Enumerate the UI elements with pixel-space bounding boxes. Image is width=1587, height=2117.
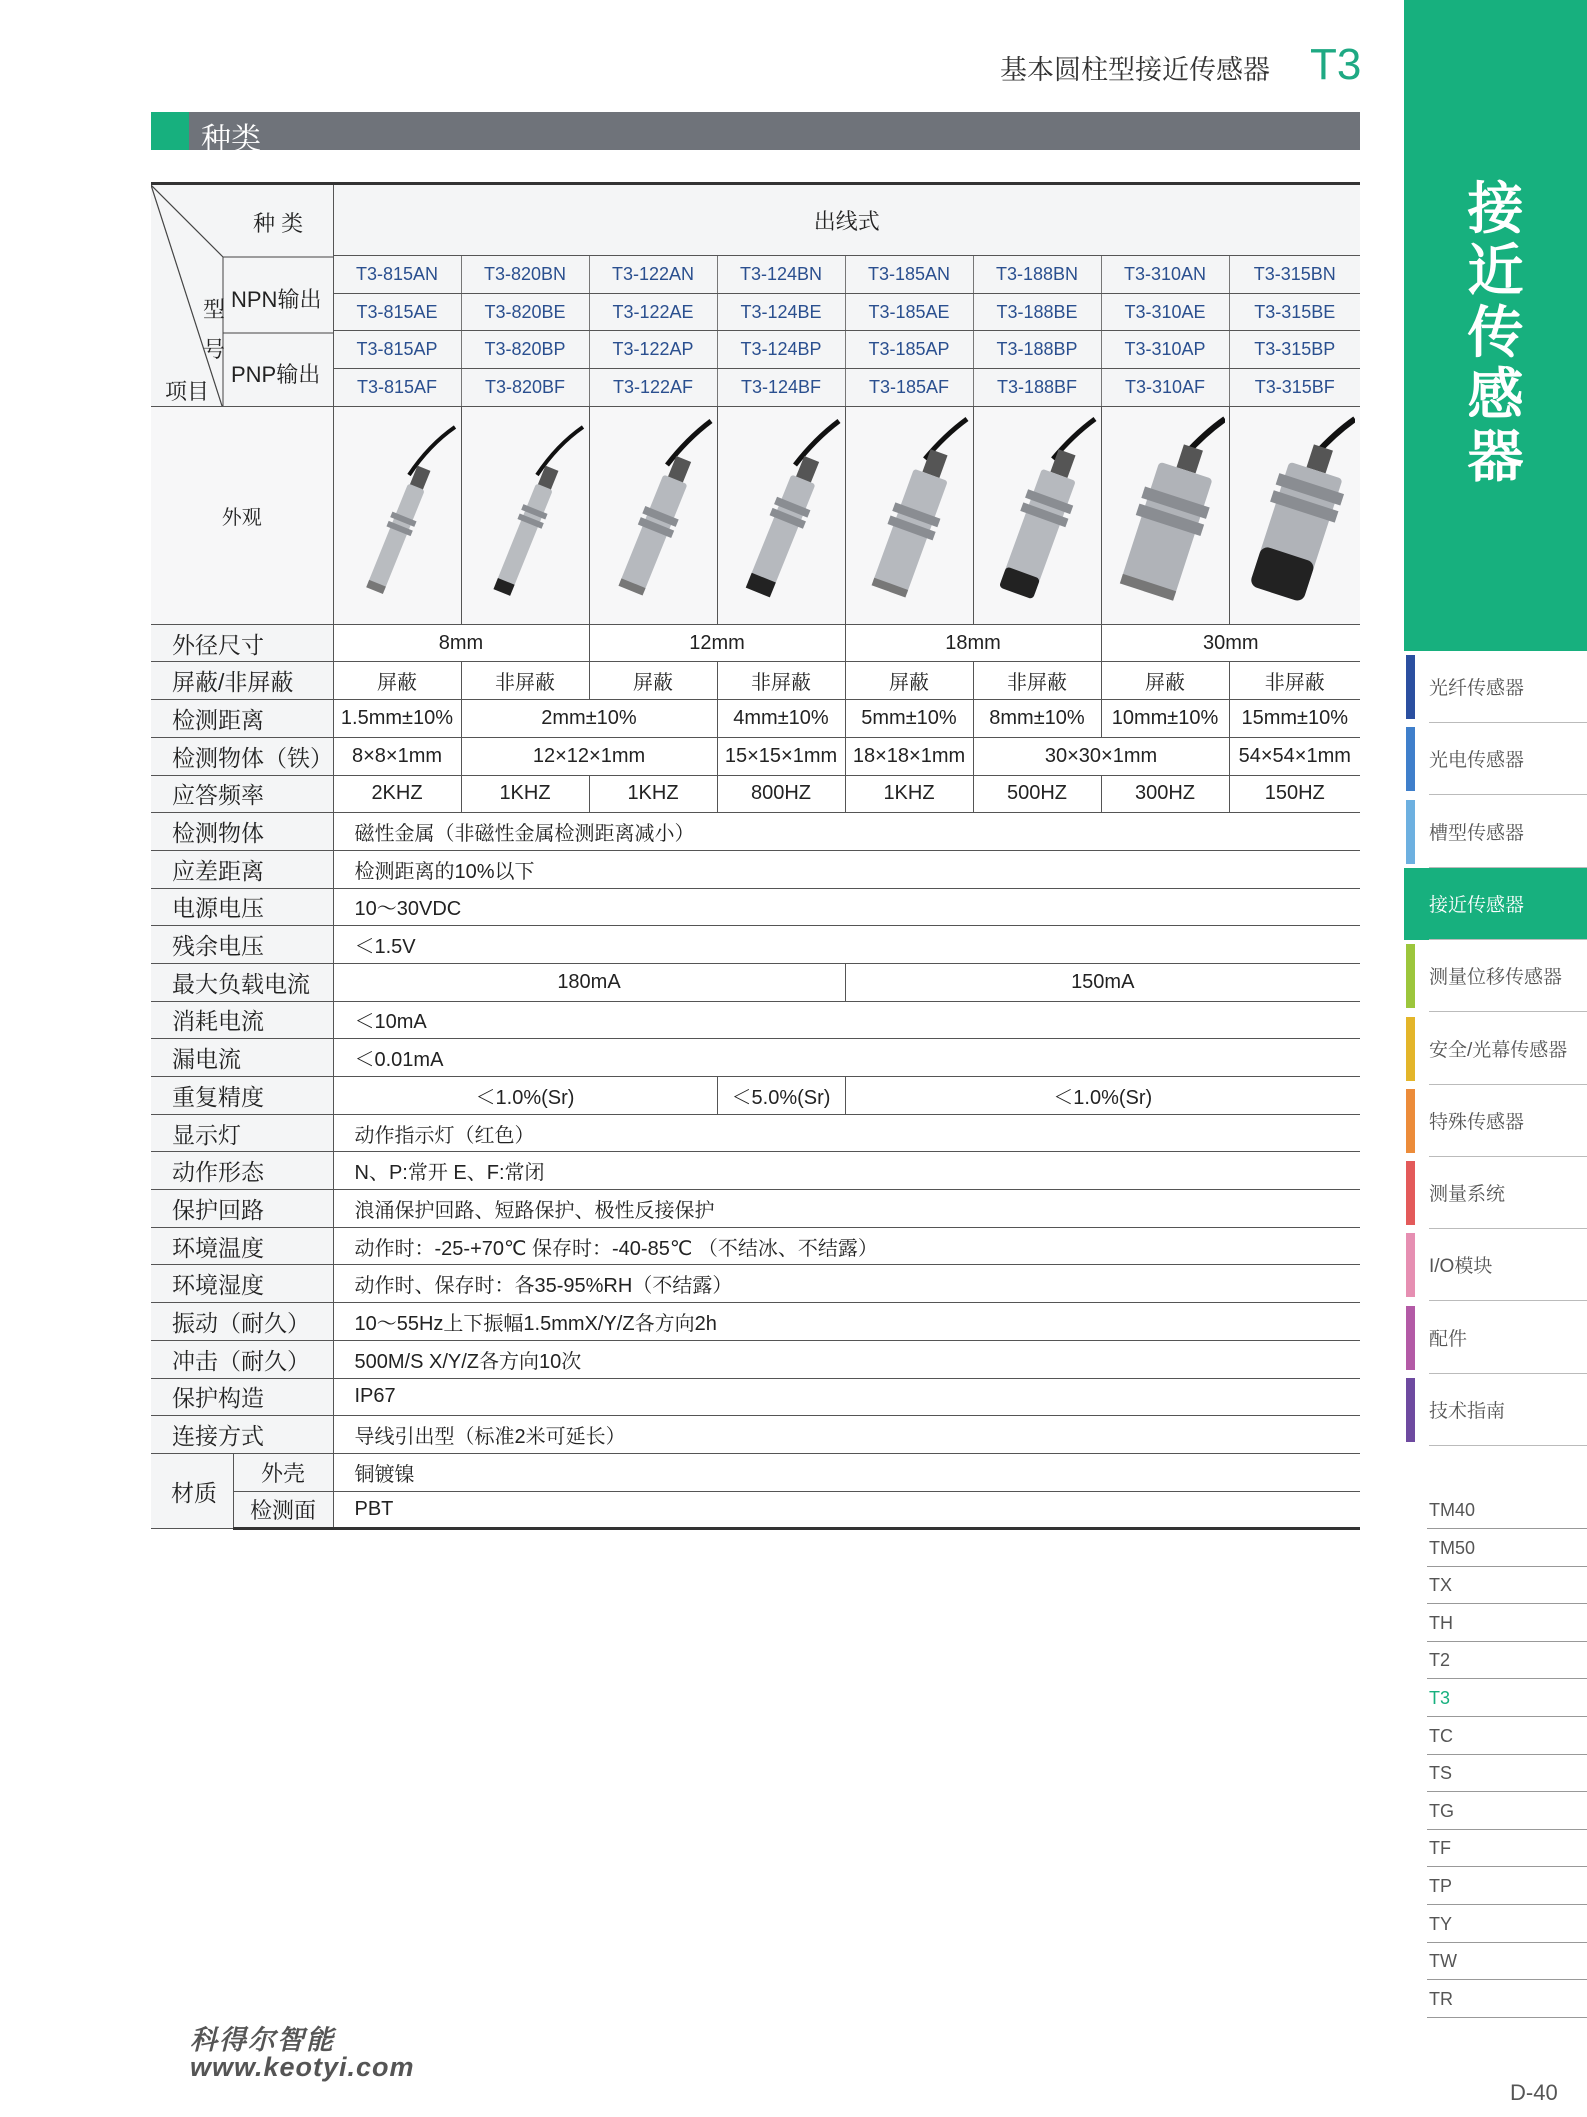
sidebar-category-label: 安全/光幕传感器 xyxy=(1429,1039,1568,1061)
spec-value: 屏蔽 xyxy=(589,662,717,700)
sensor-photo-30mm-icon xyxy=(1105,415,1225,615)
spec-value: 180mA xyxy=(333,963,845,1001)
spec-value: 动作时：-25-+70℃ 保存时：-40-85℃ （不结冰、不结露） xyxy=(333,1227,1360,1265)
spec-value: 12mm xyxy=(589,624,845,662)
sensor-photo-cell xyxy=(1229,406,1360,624)
sidebar-model-label: TY xyxy=(1429,1913,1453,1934)
spec-value: 1.5mm±10% xyxy=(333,700,461,738)
category-color-bar xyxy=(1406,800,1415,864)
sidebar-model-label: TX xyxy=(1429,1575,1453,1596)
row-residual xyxy=(151,926,1360,964)
sidebar-category-label: 测量位移传感器 xyxy=(1429,967,1563,989)
sidebar-model-item[interactable] xyxy=(1427,1718,1587,1755)
sidebar-category-label: 技术指南 xyxy=(1429,1401,1506,1422)
sidebar-model-label: TR xyxy=(1429,1988,1453,2009)
sidebar-model-item[interactable] xyxy=(1427,1943,1587,1980)
row-label: 振动（耐久） xyxy=(151,1303,333,1341)
appearance-label: 外观 xyxy=(151,406,333,624)
row-label: 显示灯 xyxy=(151,1114,333,1152)
sidebar-category-item[interactable] xyxy=(1404,1013,1587,1085)
spec-value: 导线引出型（标准2米可延长） xyxy=(333,1416,1360,1454)
spec-value: 150HZ xyxy=(1229,775,1360,813)
sidebar-category-label: I/O模块 xyxy=(1429,1256,1493,1278)
model-cell: T3-310AF xyxy=(1101,369,1229,407)
sidebar-category-label: 光电传感器 xyxy=(1429,750,1525,772)
row-label: 电源电压 xyxy=(151,888,333,926)
sidebar-category-item[interactable] xyxy=(1404,868,1587,940)
row-shield xyxy=(151,662,1360,700)
spec-value: 屏蔽 xyxy=(845,662,973,700)
row-freq xyxy=(151,775,1360,813)
spec-value: ＜10mA xyxy=(333,1001,1360,1039)
spec-value: 8mm±10% xyxy=(973,700,1101,738)
sidebar-model-item[interactable] xyxy=(1427,1680,1587,1717)
row-label: 应差距离 xyxy=(151,850,333,888)
model-cell: T3-124BE xyxy=(717,293,845,331)
sensor-photo-cell xyxy=(717,406,845,624)
sidebar-model-label: TM50 xyxy=(1429,1537,1476,1558)
model-cell: T3-124BP xyxy=(717,331,845,369)
spec-value: 1KHZ xyxy=(845,775,973,813)
sensor-photo-18mm-icon xyxy=(849,415,969,615)
corner-kind: 种 类 xyxy=(253,211,304,236)
spec-value: 18mm xyxy=(845,624,1101,662)
page-header-title: 基本圆柱型接近传感器 xyxy=(1000,55,1270,85)
row-target xyxy=(151,737,1360,775)
spec-value: 10～30VDC xyxy=(333,888,1360,926)
row-connect xyxy=(151,1416,1360,1454)
category-color-bar xyxy=(1406,1378,1415,1442)
sidebar-model-item[interactable] xyxy=(1427,1530,1587,1567)
spec-value: 12×12×1mm xyxy=(461,737,717,775)
model-cell: T3-820BE xyxy=(461,293,589,331)
spec-value: 非屏蔽 xyxy=(717,662,845,700)
sidebar-model-label: TM40 xyxy=(1429,1500,1476,1520)
spec-value: 10～55Hz上下振幅1.5mmX/Y/Z各方向2h xyxy=(333,1303,1360,1341)
sidebar-model-label: TW xyxy=(1429,1951,1457,1972)
output-type: 出线式 xyxy=(333,184,1360,256)
page-number: D-40 xyxy=(1510,2080,1558,2105)
row-repeat xyxy=(151,1077,1360,1115)
spec-value: ＜5.0%(Sr) xyxy=(717,1077,845,1115)
sidebar-category-label: 配件 xyxy=(1429,1328,1468,1350)
row-consume xyxy=(151,1001,1360,1039)
row-indicator xyxy=(151,1114,1360,1152)
sidebar-category-label: 特殊传感器 xyxy=(1429,1111,1525,1133)
sidebar-model-item[interactable] xyxy=(1427,1755,1587,1792)
spec-value: 屏蔽 xyxy=(333,662,461,700)
category-color-bar xyxy=(1406,1306,1415,1370)
spec-value: 8×8×1mm xyxy=(333,737,461,775)
row-protect xyxy=(151,1190,1360,1228)
row-label: 环境湿度 xyxy=(151,1265,333,1303)
sidebar-model-item[interactable] xyxy=(1427,1793,1587,1830)
spec-value: 300HZ xyxy=(1101,775,1229,813)
model-cell: T3-820BF xyxy=(461,369,589,407)
sensor-photo-cell xyxy=(333,406,461,624)
spec-value: 非屏蔽 xyxy=(1229,662,1360,700)
spec-value: 30×30×1mm xyxy=(973,737,1229,775)
sidebar-title-char: 近 xyxy=(1467,239,1524,302)
sidebar-category-item[interactable] xyxy=(1404,723,1587,795)
watermark-brand: 科得尔智能 xyxy=(190,2025,335,2055)
model-cell: T3-188BE xyxy=(973,293,1101,331)
category-color-bar xyxy=(1406,1089,1415,1153)
table-corner xyxy=(151,184,333,407)
sidebar-model-item[interactable] xyxy=(1427,1868,1587,1905)
row-vibration xyxy=(151,1303,1360,1341)
row-label: 应答频率 xyxy=(151,775,333,813)
model-cell: T3-185AF xyxy=(845,369,973,407)
row-action xyxy=(151,1152,1360,1190)
row-label: 检测物体（铁） xyxy=(151,737,333,775)
category-color-bar xyxy=(1406,1233,1415,1297)
category-color-bar xyxy=(1406,655,1415,719)
sidebar-model-item[interactable] xyxy=(1427,1906,1587,1943)
model-cell: T3-815AF xyxy=(333,369,461,407)
sidebar-model-item[interactable] xyxy=(1427,1605,1587,1642)
sidebar-model-label: TS xyxy=(1429,1763,1453,1784)
model-cell: T3-122AE xyxy=(589,293,717,331)
model-cell: T3-188BF xyxy=(973,369,1101,407)
row-temp xyxy=(151,1227,1360,1265)
spec-value: 4mm±10% xyxy=(717,700,845,738)
corner-hao: 号 xyxy=(203,337,226,362)
spec-value: IP67 xyxy=(333,1378,1360,1416)
model-cell: T3-122AP xyxy=(589,331,717,369)
appearance-row xyxy=(151,406,1360,624)
model-cell: T3-124BF xyxy=(717,369,845,407)
model-cell: T3-185AE xyxy=(845,293,973,331)
section-accent xyxy=(151,112,189,150)
row-label: 重复精度 xyxy=(151,1077,333,1115)
row-label: 冲击（耐久） xyxy=(151,1340,333,1378)
model-cell: T3-315BE xyxy=(1229,293,1360,331)
sensor-photo-12mm-icon xyxy=(593,415,713,615)
corner-pnp: PNP输出 xyxy=(231,362,321,387)
spec-value: 屏蔽 xyxy=(1101,662,1229,700)
spec-value: 18×18×1mm xyxy=(845,737,973,775)
sensor-photo-8mm-nonshield-icon xyxy=(465,415,585,615)
row-label: 保护构造 xyxy=(151,1378,333,1416)
model-cell: T3-124BN xyxy=(717,256,845,294)
sensor-photo-8mm-icon xyxy=(337,415,457,615)
sidebar-category-label: 槽型传感器 xyxy=(1429,822,1525,844)
sidebar-title-char: 器 xyxy=(1467,425,1524,488)
spec-value: 非屏蔽 xyxy=(973,662,1101,700)
spec-value: ＜1.0%(Sr) xyxy=(845,1077,1360,1115)
sidebar-category-item[interactable] xyxy=(1404,940,1587,1012)
spec-value: 检测距离的10%以下 xyxy=(333,850,1360,888)
model-cell: T3-815AE xyxy=(333,293,461,331)
spec-value: 1KHZ xyxy=(461,775,589,813)
sidebar-model-label: TP xyxy=(1429,1876,1453,1896)
spec-value: 浪涌保护回路、短路保护、极性反接保护 xyxy=(333,1190,1360,1228)
sensor-photo-18mm-nonshield-icon xyxy=(977,415,1097,615)
row-label: 外径尺寸 xyxy=(151,624,333,662)
sensor-photo-cell xyxy=(1101,406,1229,624)
row-label: 检测距离 xyxy=(151,700,333,738)
spec-value: 动作指示灯（红色） xyxy=(333,1114,1360,1152)
sidebar-model-label: T3 xyxy=(1429,1688,1451,1708)
model-cell: T3-185AN xyxy=(845,256,973,294)
sidebar-title xyxy=(1404,178,1587,488)
row-distance xyxy=(151,700,1360,738)
row-material-housing xyxy=(151,1453,1360,1491)
spec-value: 2mm±10% xyxy=(461,700,717,738)
sidebar-category-item[interactable] xyxy=(1404,1302,1587,1374)
row-leak xyxy=(151,1039,1360,1077)
category-color-bar xyxy=(1406,872,1415,936)
row-label: 最大负载电流 xyxy=(151,963,333,1001)
row-label: 消耗电流 xyxy=(151,1001,333,1039)
category-color-bar xyxy=(1406,944,1415,1008)
row-label: 保护回路 xyxy=(151,1190,333,1228)
model-cell: T3-315BF xyxy=(1229,369,1360,407)
sidebar-category-item[interactable] xyxy=(1404,1374,1587,1446)
sidebar-model-item[interactable] xyxy=(1427,1567,1587,1604)
sidebar-model-label: TG xyxy=(1429,1800,1454,1821)
row-label-material: 材质 xyxy=(151,1453,233,1528)
corner-item: 项目 xyxy=(165,379,210,404)
row-humid xyxy=(151,1265,1360,1303)
row-label: 动作形态 xyxy=(151,1152,333,1190)
sidebar-category-label: 光纤传感器 xyxy=(1429,678,1525,699)
sensor-photo-cell xyxy=(461,406,589,624)
model-cell: T3-315BP xyxy=(1229,331,1360,369)
model-cell: T3-310AN xyxy=(1101,256,1229,294)
model-cell: T3-185AP xyxy=(845,331,973,369)
spec-value: 非屏蔽 xyxy=(461,662,589,700)
material-housing-label: 外壳 xyxy=(233,1453,333,1491)
sidebar-model-item[interactable] xyxy=(1427,1830,1587,1867)
sidebar-model-item[interactable] xyxy=(1427,1492,1587,1529)
row-label: 连接方式 xyxy=(151,1416,333,1454)
sidebar-title-char: 传 xyxy=(1467,301,1524,364)
row-material-face xyxy=(151,1491,1360,1529)
model-cell: T3-122AN xyxy=(589,256,717,294)
row-label: 漏电流 xyxy=(151,1039,333,1077)
sidebar-category-item[interactable] xyxy=(1404,1157,1587,1229)
sensor-photo-cell xyxy=(973,406,1101,624)
model-cell: T3-815AP xyxy=(333,331,461,369)
page-header-model: T3 xyxy=(1310,40,1362,89)
model-cell: T3-122AF xyxy=(589,369,717,407)
sidebar-model-label: TF xyxy=(1429,1838,1451,1859)
sidebar-category-item[interactable] xyxy=(1404,796,1587,868)
row-shock xyxy=(151,1340,1360,1378)
model-cell: T3-815AN xyxy=(333,256,461,294)
sensor-photo-cell xyxy=(845,406,973,624)
material-face-label: 检测面 xyxy=(233,1491,333,1529)
model-cell: T3-310AP xyxy=(1101,331,1229,369)
section-title: 种类 xyxy=(201,123,261,156)
spec-value: 5mm±10% xyxy=(845,700,973,738)
sidebar-category-label: 测量系统 xyxy=(1429,1184,1506,1206)
spec-value: PBT xyxy=(333,1491,1360,1529)
spec-value: 8mm xyxy=(333,624,589,662)
row-label: 残余电压 xyxy=(151,926,333,964)
sidebar-model-label: T2 xyxy=(1429,1650,1451,1671)
model-cell: T3-820BN xyxy=(461,256,589,294)
row-label: 屏蔽/非屏蔽 xyxy=(151,662,333,700)
section-title-bar xyxy=(151,112,1360,156)
sensor-photo-12mm-nonshield-icon xyxy=(721,415,841,615)
spec-value: 54×54×1mm xyxy=(1229,737,1360,775)
category-color-bar xyxy=(1406,1161,1415,1225)
spec-value: ＜1.5V xyxy=(333,926,1360,964)
row-label: 环境温度 xyxy=(151,1227,333,1265)
spec-value: 500HZ xyxy=(973,775,1101,813)
sidebar-model-item[interactable] xyxy=(1427,1981,1587,2018)
spec-value: ＜0.01mA xyxy=(333,1039,1360,1077)
spec-table xyxy=(151,182,1360,1530)
spec-value: 800HZ xyxy=(717,775,845,813)
category-color-bar xyxy=(1406,1017,1415,1081)
row-voltage xyxy=(151,888,1360,926)
spec-value: 1KHZ xyxy=(589,775,717,813)
row-maxload xyxy=(151,963,1360,1001)
category-divider xyxy=(1429,1445,1587,1446)
spec-value: 铜镀镍 xyxy=(333,1453,1360,1491)
row-object xyxy=(151,813,1360,851)
row-label: 检测物体 xyxy=(151,813,333,851)
sidebar-model-label: TC xyxy=(1429,1725,1453,1746)
spec-value: 动作时、保存时：各35-95%RH（不结露） xyxy=(333,1265,1360,1303)
category-color-bar xyxy=(1406,727,1415,791)
sidebar-title-char: 接 xyxy=(1467,177,1524,240)
row-diameter xyxy=(151,624,1360,662)
row-ip xyxy=(151,1378,1360,1416)
row-hyst xyxy=(151,850,1360,888)
sidebar-title-char: 感 xyxy=(1467,363,1524,426)
spec-value: 磁性金属（非磁性金属检测距离减小） xyxy=(333,813,1360,851)
model-cell: T3-310AE xyxy=(1101,293,1229,331)
sidebar-model-label: TH xyxy=(1429,1612,1453,1633)
spec-value: 15mm±10% xyxy=(1229,700,1360,738)
model-cell: T3-188BN xyxy=(973,256,1101,294)
sidebar-category-item[interactable] xyxy=(1404,1229,1587,1301)
spec-value: 500M/S X/Y/Z各方向10次 xyxy=(333,1340,1360,1378)
spec-value: ＜1.0%(Sr) xyxy=(333,1077,717,1115)
spec-value: 15×15×1mm xyxy=(717,737,845,775)
sidebar-model-item[interactable] xyxy=(1427,1642,1587,1679)
sensor-photo-30mm-nonshield-icon xyxy=(1235,415,1355,615)
spec-value: 150mA xyxy=(845,963,1360,1001)
model-cell: T3-188BP xyxy=(973,331,1101,369)
sidebar-category-item[interactable] xyxy=(1404,1085,1587,1157)
model-cell: T3-820BP xyxy=(461,331,589,369)
model-cell: T3-315BN xyxy=(1229,256,1360,294)
sensor-photo-cell xyxy=(589,406,717,624)
spec-value: N、P:常开 E、F:常闭 xyxy=(333,1152,1360,1190)
spec-value: 30mm xyxy=(1101,624,1360,662)
sidebar-category-label: 接近传感器 xyxy=(1429,894,1525,916)
corner-xing: 型 xyxy=(203,297,226,322)
spec-value: 2KHZ xyxy=(333,775,461,813)
watermark-url: www.keotyi.com xyxy=(190,2052,415,2082)
sidebar-category-item[interactable] xyxy=(1404,651,1587,723)
corner-npn: NPN输出 xyxy=(231,287,322,312)
spec-value: 10mm±10% xyxy=(1101,700,1229,738)
